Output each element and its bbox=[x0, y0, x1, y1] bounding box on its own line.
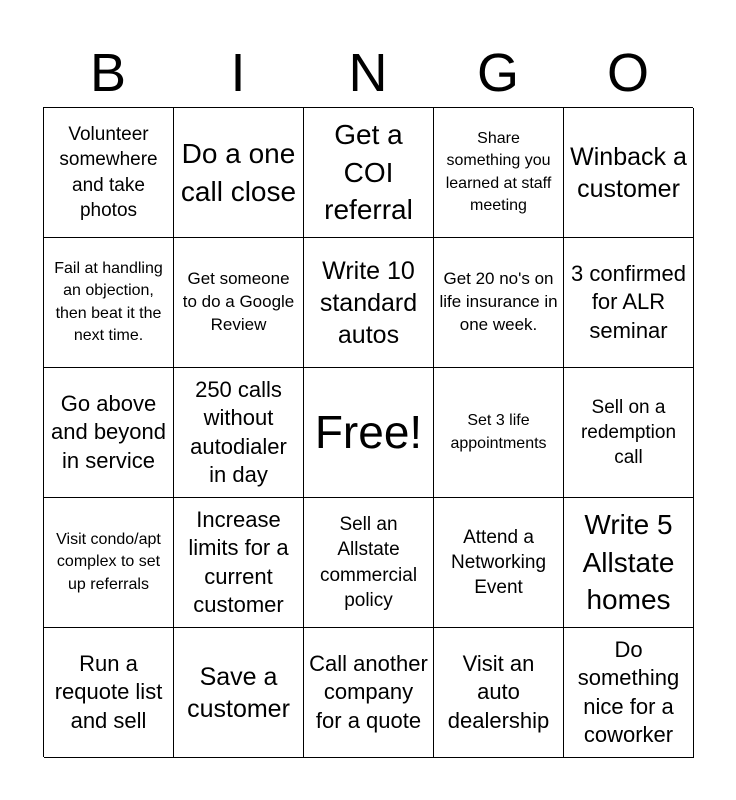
cell-text: Sell on a redemption call bbox=[580, 396, 677, 469]
cell-text: Winback a customer bbox=[570, 142, 687, 203]
bingo-cell[interactable] bbox=[174, 368, 304, 498]
cell-text: Increase limits for a current customer bbox=[188, 507, 289, 617]
bingo-cell[interactable] bbox=[564, 628, 694, 758]
cell-text: Get 20 no's on life insurance in one week. bbox=[439, 269, 558, 334]
bingo-cell[interactable] bbox=[434, 368, 564, 498]
header-letter-i: I bbox=[230, 43, 246, 103]
bingo-cell[interactable] bbox=[44, 628, 174, 758]
bingo-cell[interactable] bbox=[44, 108, 174, 238]
bingo-cell[interactable] bbox=[564, 368, 694, 498]
cell-text: Fail at handling an objection, then beat it the next time. bbox=[54, 259, 163, 344]
header-letter-b: B bbox=[89, 43, 127, 103]
cell-text: Run a requote list and sell bbox=[54, 651, 163, 733]
bingo-cell[interactable] bbox=[174, 628, 304, 758]
cell-text: Call another company for a quote bbox=[309, 651, 428, 733]
cell-text: Go above and beyond in service bbox=[51, 391, 166, 473]
header-letter-o: O bbox=[606, 43, 649, 103]
cell-text: 3 confirmed for ALR seminar bbox=[571, 261, 686, 343]
cell-text: Do a one call close bbox=[180, 137, 297, 207]
cell-text: Volunteer somewhere and take photos bbox=[59, 124, 158, 221]
bingo-cell[interactable] bbox=[564, 108, 694, 238]
cell-text: 250 calls without autodialer in day bbox=[190, 377, 287, 487]
bingo-cell[interactable] bbox=[564, 498, 694, 628]
cell-text: Share something you learned at staff meeting bbox=[445, 129, 552, 214]
cell-text: Visit an auto dealership bbox=[447, 651, 550, 733]
cell-text: Write 10 standard autos bbox=[319, 256, 418, 349]
header-letter-g: G bbox=[476, 43, 519, 103]
bingo-cell[interactable] bbox=[434, 238, 564, 368]
cell-text: Free! bbox=[314, 406, 423, 459]
bingo-cell[interactable] bbox=[434, 108, 564, 238]
bingo-cell[interactable] bbox=[44, 498, 174, 628]
cell-text: Get someone to do a Google Review bbox=[182, 269, 295, 334]
bingo-header bbox=[43, 38, 693, 108]
bingo-cell[interactable] bbox=[304, 238, 434, 368]
cell-text: Save a customer bbox=[187, 662, 290, 723]
header-letter-n: N bbox=[348, 43, 388, 103]
cell-text: Sell an Allstate commercial policy bbox=[319, 514, 418, 611]
cell-text: Do something nice for a coworker bbox=[577, 637, 680, 747]
bingo-cell[interactable] bbox=[564, 238, 694, 368]
cell-text: Write 5 Allstate homes bbox=[582, 508, 675, 616]
cell-text: Attend a Networking Event bbox=[450, 526, 547, 599]
bingo-cell[interactable] bbox=[434, 498, 564, 628]
bingo-cell[interactable] bbox=[304, 628, 434, 758]
cell-text: Get a COI referral bbox=[324, 118, 413, 226]
bingo-cell[interactable] bbox=[174, 238, 304, 368]
bingo-cell[interactable] bbox=[434, 628, 564, 758]
cell-text: Visit condo/apt complex to set up referrals bbox=[56, 530, 161, 593]
cell-text: Set 3 life appointments bbox=[450, 412, 547, 452]
bingo-cell[interactable] bbox=[174, 108, 304, 238]
free-space[interactable] bbox=[304, 368, 434, 498]
bingo-cell[interactable] bbox=[304, 108, 434, 238]
bingo-cell[interactable] bbox=[304, 498, 434, 628]
bingo-cell[interactable] bbox=[174, 498, 304, 628]
bingo-cell[interactable] bbox=[44, 238, 174, 368]
bingo-board bbox=[43, 107, 693, 757]
bingo-cell[interactable] bbox=[44, 368, 174, 498]
